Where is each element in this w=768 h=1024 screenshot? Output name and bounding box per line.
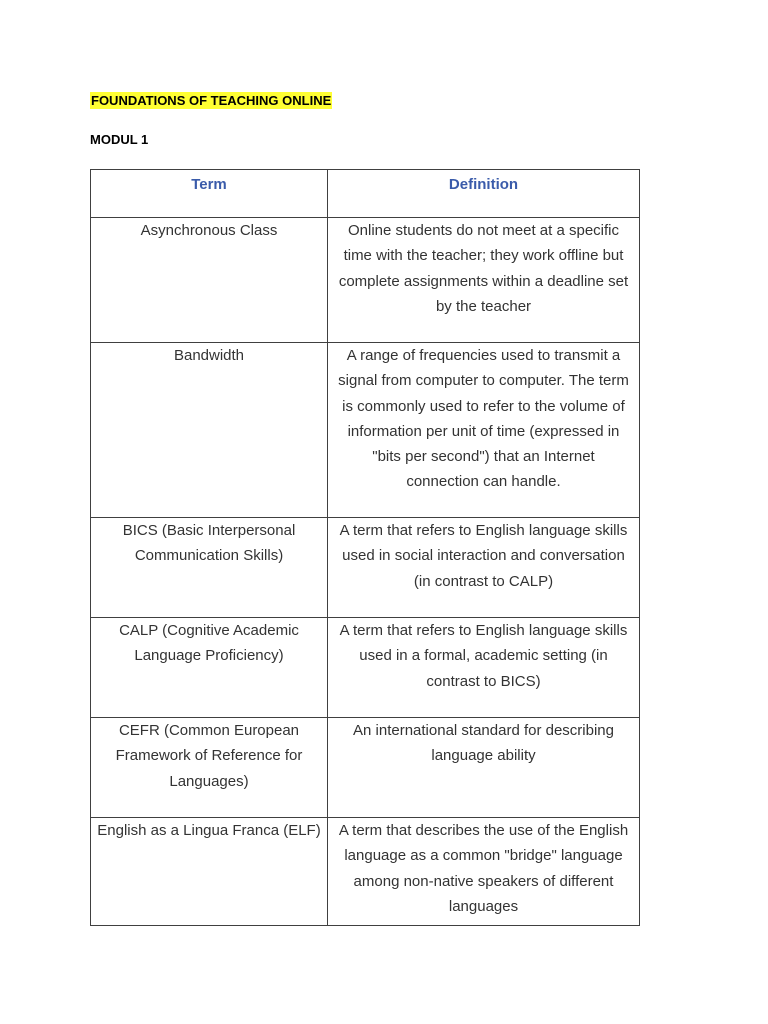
- table-row: [91, 718, 640, 818]
- term-cell: Bandwidth: [91, 343, 328, 518]
- table-row: [91, 518, 640, 618]
- module-heading: MODUL 1: [90, 132, 149, 147]
- term-column-header: Term: [91, 170, 328, 218]
- term-cell: English as a Lingua Franca (ELF): [91, 818, 328, 926]
- term-cell: CALP (Cognitive Academic Language Proficiency): [91, 618, 328, 718]
- definition-cell: A term that refers to English language skills used in a formal, academic setting (in contrast to BICS): [328, 618, 640, 718]
- term-cell: BICS (Basic Interpersonal Communication Skills): [91, 518, 328, 618]
- term-cell: Asynchronous Class: [91, 218, 328, 343]
- definition-cell: A range of frequencies used to transmit a signal from computer to computer. The term is commonly used to refer to the volume of information per unit of time (expressed in "bits per second") that an Internet connection can handle.: [328, 343, 640, 518]
- document-title: FOUNDATIONS OF TEACHING ONLINE: [91, 93, 332, 108]
- term-cell: CEFR (Common European Framework of Reference for Languages): [91, 718, 328, 818]
- definition-column-header: Definition: [328, 170, 640, 218]
- table-row: [91, 218, 640, 343]
- definition-cell: A term that describes the use of the English language as a common "bridge" language among non-native speakers of different languages: [328, 818, 640, 926]
- table-header-row: [91, 170, 640, 218]
- definition-cell: Online students do not meet at a specific time with the teacher; they work offline but complete assignments within a deadline set by the teacher: [328, 218, 640, 343]
- table-row: [91, 818, 640, 926]
- table-row: [91, 618, 640, 718]
- table-row: [91, 343, 640, 518]
- glossary-table: [90, 169, 640, 926]
- definition-cell: An international standard for describing language ability: [328, 718, 640, 818]
- definition-cell: A term that refers to English language skills used in social interaction and conversation (in contrast to CALP): [328, 518, 640, 618]
